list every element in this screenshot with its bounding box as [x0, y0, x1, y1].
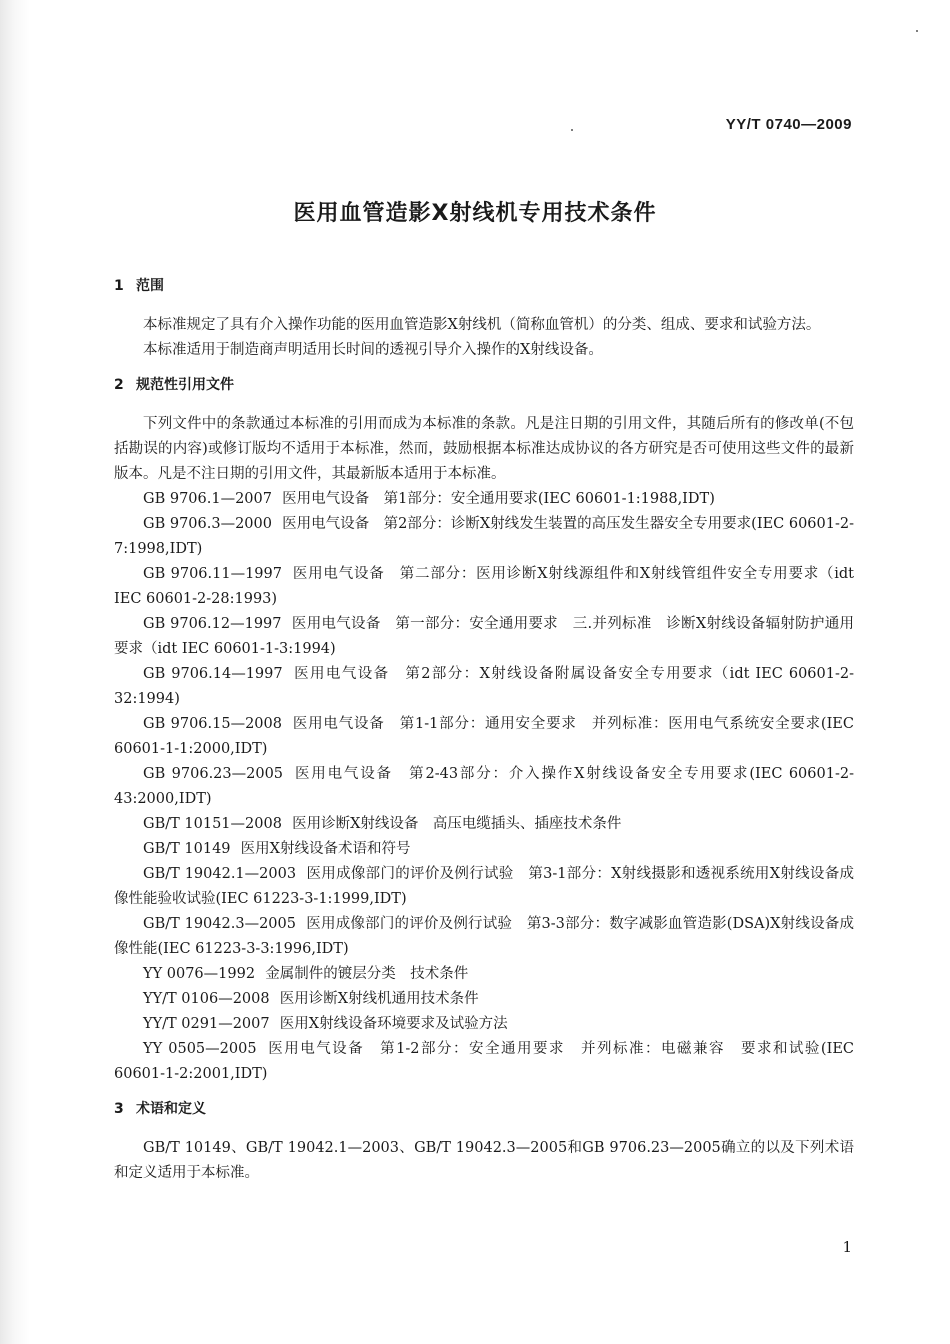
reference-code: YY/T 0291—2007	[143, 1016, 270, 1032]
reference-code: YY 0505—2005	[143, 1041, 257, 1057]
reference-text: 医用电气设备 第二部分：医用诊断X射线源组件和X射线管组件安全专用要求（idt IEC 60601-2-28:1993)	[114, 566, 854, 607]
reference-item	[114, 962, 854, 987]
reference-item	[114, 762, 854, 812]
reference-text: 医用诊断X射线设备 高压电缆插头、插座技术条件	[292, 816, 622, 832]
section-number: 2	[114, 377, 124, 393]
section-heading-scope	[114, 274, 854, 299]
reference-item	[114, 1012, 854, 1037]
reference-code: GB/T 19042.1—2003	[143, 866, 297, 882]
reference-code: YY/T 0106—2008	[143, 991, 270, 1007]
reference-code: GB 9706.1—2007	[143, 491, 272, 507]
reference-text: 医用电气设备 第一部分：安全通用要求 三.并列标准 诊断X射线设备辐射防护通用要求（idt IEC 60601-1-3:1994)	[114, 616, 854, 657]
document-code: YY/T 0740—2009	[725, 116, 852, 133]
document-title: 医用血管造影X射线机专用技术条件	[293, 201, 657, 226]
reference-text: 医用电气设备 第1部分：安全通用要求(IEC 60601-1:1988,IDT)	[282, 491, 715, 507]
reference-item	[114, 912, 854, 962]
reference-text: 医用电气设备 第2-43部分：介入操作X射线设备安全专用要求(IEC 60601-2-43:2000,IDT)	[114, 766, 854, 807]
reference-text: 医用成像部门的评价及例行试验 第3-3部分：数字减影血管造影(DSA)X射线设备成像性能(IEC 61223-3-3:1996,IDT)	[114, 916, 854, 957]
reference-item	[114, 812, 854, 837]
reference-code: YY 0076—1992	[143, 966, 256, 982]
reference-text: 医用电气设备 第2部分：X射线设备附属设备安全专用要求（idt IEC 60601-2-32:1994)	[114, 666, 854, 707]
scope-paragraph: 本标准适用于制造商声明适用长时间的透视引导介入操作的X射线设备。	[143, 342, 603, 358]
reference-item	[114, 837, 854, 862]
reference-item	[114, 512, 854, 562]
reference-item	[114, 562, 854, 612]
document-body	[114, 274, 854, 1186]
reference-text: 医用电气设备 第1-1部分：通用安全要求 并列标准：医用电气系统安全要求(IEC 60601-1-1:2000,IDT)	[114, 716, 854, 757]
reference-code: GB/T 10151—2008	[143, 816, 282, 832]
reference-code: GB/T 10149	[143, 841, 231, 857]
reference-item	[114, 662, 854, 712]
reference-text: 医用X射线设备环境要求及试验方法	[279, 1016, 508, 1032]
scan-speck	[571, 129, 573, 131]
reference-item	[114, 862, 854, 912]
reference-code: GB 9706.3—2000	[143, 516, 272, 532]
reference-text: 医用诊断X射线机通用技术条件	[279, 991, 479, 1007]
reference-text: 医用成像部门的评价及例行试验 第3-1部分：X射线摄影和透视系统用X射线设备成像性能验收试验(IEC 61223-3-1:1999,IDT)	[114, 866, 854, 907]
section-number: 1	[114, 278, 124, 294]
scan-speck	[916, 30, 918, 32]
reference-code: GB 9706.11—1997	[143, 566, 282, 582]
reference-text: 医用X射线设备术语和符号	[240, 841, 411, 857]
reference-text: 医用电气设备 第1-2部分：安全通用要求 并列标准：电磁兼容 要求和试验(IEC 60601-1-2:2001,IDT)	[114, 1041, 854, 1082]
terms-paragraph: GB/T 10149、GB/T 19042.1—2003、GB/T 19042.3—2005和GB 9706.23—2005确立的以及下列术语和定义适用于本标准。	[114, 1140, 854, 1181]
section-heading-references	[114, 373, 854, 398]
reference-item	[114, 612, 854, 662]
reference-code: GB 9706.12—1997	[143, 616, 282, 632]
reference-code: GB/T 19042.3—2005	[143, 916, 296, 932]
section-title: 规范性引用文件	[136, 377, 234, 393]
section-title: 术语和定义	[136, 1101, 206, 1117]
reference-item	[114, 987, 854, 1012]
section-heading-terms	[114, 1097, 854, 1122]
reference-item	[114, 487, 854, 512]
section-number: 3	[114, 1101, 124, 1117]
reference-item	[114, 1037, 854, 1087]
reference-code: GB 9706.14—1997	[143, 666, 283, 682]
reference-text: 医用电气设备 第2部分：诊断X射线发生装置的高压发生器安全专用要求(IEC 60601-2-7:1998,IDT)	[114, 516, 855, 557]
page-number: 1	[842, 1238, 852, 1256]
reference-text: 金属制件的镀层分类 技术条件	[265, 966, 469, 982]
reference-item	[114, 712, 854, 762]
references-intro: 下列文件中的条款通过本标准的引用而成为本标准的条款。凡是注日期的引用文件，其随后所有的修改单(不包括勘误的内容)或修订版均不适用于本标准，然而，鼓励根据本标准达成协议的各方研究是否可使用这些文件的最新版本。凡是不注日期的引用文件，其最新版本适用于本标准。	[114, 416, 854, 482]
reference-code: GB 9706.23—2005	[143, 766, 284, 782]
section-title: 范围	[136, 278, 164, 294]
scope-paragraph: 本标准规定了具有介入操作功能的医用血管造影X射线机（简称血管机）的分类、组成、要求和试验方法。	[143, 317, 821, 333]
reference-code: GB 9706.15—2008	[143, 716, 282, 732]
